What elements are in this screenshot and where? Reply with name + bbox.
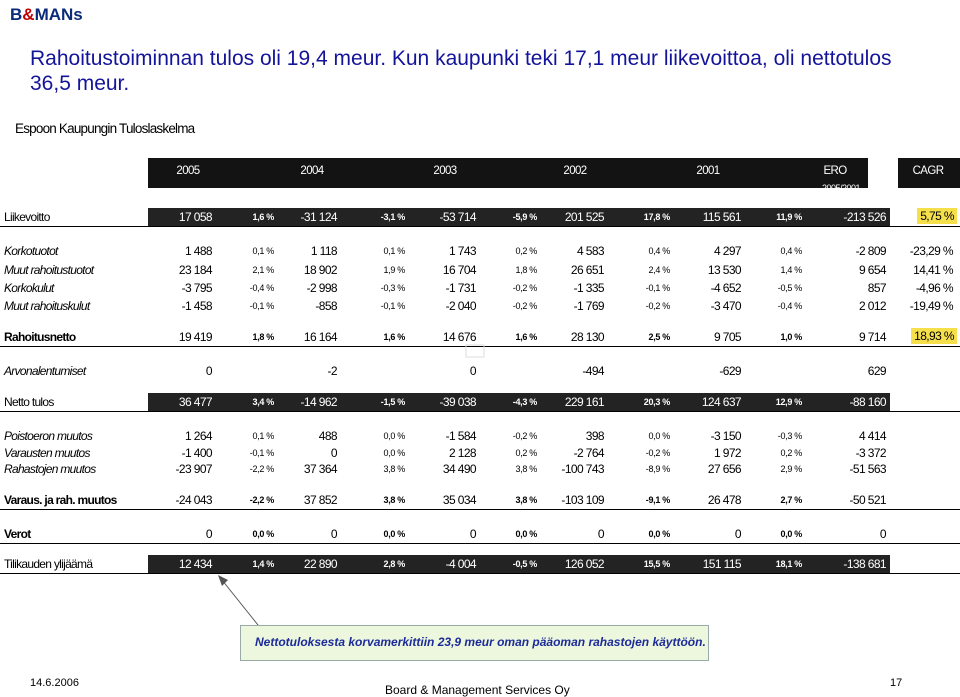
col-header-2004: 2004 bbox=[300, 165, 324, 177]
percent-cell: 0,4 % bbox=[780, 246, 802, 256]
value-cell: -23 907 bbox=[175, 462, 212, 476]
percent-cell: -1,5 % bbox=[380, 397, 405, 407]
row-label: Korkokulut bbox=[4, 281, 54, 295]
percent-cell: -0,2 % bbox=[512, 301, 537, 311]
col-header-ero-period: 2005/2001 bbox=[822, 183, 861, 193]
value-cell: -494 bbox=[582, 364, 604, 378]
value-cell: -213 526 bbox=[843, 210, 886, 224]
percent-cell: 0,1 % bbox=[252, 431, 274, 441]
cagr-cell: -23,29 % bbox=[909, 244, 953, 258]
value-cell: -629 bbox=[719, 364, 741, 378]
value-cell: 34 490 bbox=[442, 462, 476, 476]
cagr-cell: -4,96 % bbox=[915, 281, 953, 295]
value-cell: 28 130 bbox=[570, 330, 604, 344]
percent-cell: 3,8 % bbox=[515, 464, 537, 474]
value-cell: 488 bbox=[318, 429, 337, 443]
value-cell: -1 400 bbox=[181, 446, 212, 460]
footer-page-number: 17 bbox=[890, 677, 903, 689]
percent-cell: 0,1 % bbox=[252, 246, 274, 256]
percent-cell: 12,9 % bbox=[775, 397, 802, 407]
value-cell: 115 561 bbox=[702, 210, 741, 224]
percent-cell: 0,0 % bbox=[383, 431, 405, 441]
value-cell: 126 052 bbox=[564, 557, 604, 571]
value-cell: -3 795 bbox=[181, 281, 212, 295]
value-cell: -100 743 bbox=[561, 462, 604, 476]
percent-cell: -2,2 % bbox=[249, 495, 274, 505]
percent-cell: 0,0 % bbox=[515, 529, 537, 539]
value-cell: 27 656 bbox=[707, 462, 741, 476]
value-cell: 19 419 bbox=[178, 330, 212, 344]
value-cell: -3 150 bbox=[710, 429, 741, 443]
value-cell: 17 058 bbox=[178, 210, 212, 224]
col-header-cagr: CAGR bbox=[912, 165, 944, 177]
percent-cell: 0,0 % bbox=[780, 529, 802, 539]
value-cell: 9 654 bbox=[858, 263, 886, 277]
value-cell: 13 530 bbox=[707, 263, 741, 277]
value-cell: 124 637 bbox=[701, 395, 741, 409]
row-label: Rahoitusnetto bbox=[4, 330, 76, 344]
value-cell: -4 004 bbox=[445, 557, 476, 571]
percent-cell: 3,8 % bbox=[515, 495, 537, 505]
value-cell: -24 043 bbox=[175, 493, 212, 507]
value-cell: -31 124 bbox=[300, 210, 337, 224]
row-label: Rahastojen muutos bbox=[4, 462, 96, 476]
percent-cell: -0,1 % bbox=[249, 301, 274, 311]
value-cell: 4 583 bbox=[576, 244, 604, 258]
brand-rest: MANs bbox=[34, 5, 83, 24]
col-header-2003: 2003 bbox=[433, 165, 457, 177]
row-label: Muut rahoitustuotot bbox=[4, 263, 94, 277]
col-header-2005: 2005 bbox=[176, 165, 200, 177]
percent-cell: -3,1 % bbox=[380, 212, 405, 222]
col-header-2001: 2001 bbox=[696, 165, 720, 177]
row-label: Korkotuotot bbox=[4, 244, 58, 258]
footer-organization: Board & Management Services Oy bbox=[385, 683, 570, 697]
value-cell: -2 998 bbox=[306, 281, 337, 295]
value-cell: 857 bbox=[867, 281, 886, 295]
value-cell: 0 bbox=[205, 527, 212, 541]
percent-cell: -4,3 % bbox=[512, 397, 537, 407]
percent-cell: -0,1 % bbox=[249, 448, 274, 458]
percent-cell: 2,1 % bbox=[252, 265, 274, 275]
value-cell: -1 458 bbox=[181, 299, 212, 313]
percent-cell: -0,2 % bbox=[512, 283, 537, 293]
percent-cell: -0,4 % bbox=[777, 301, 802, 311]
cagr-cell: 5,75 % bbox=[917, 208, 957, 224]
percent-cell: 1,9 % bbox=[383, 265, 405, 275]
value-cell: 14 676 bbox=[442, 330, 476, 344]
percent-cell: -0,5 % bbox=[777, 283, 802, 293]
value-cell: -53 714 bbox=[439, 210, 476, 224]
value-cell: 0 bbox=[597, 527, 604, 541]
value-cell: 16 704 bbox=[442, 263, 476, 277]
row-label: Muut rahoituskulut bbox=[4, 299, 90, 313]
percent-cell: 2,5 % bbox=[648, 332, 670, 342]
value-cell: -2 764 bbox=[573, 446, 604, 460]
percent-cell: 1,4 % bbox=[252, 559, 274, 569]
percent-cell: 15,5 % bbox=[643, 559, 670, 569]
value-cell: 398 bbox=[585, 429, 604, 443]
cagr-cell: 18,93 % bbox=[911, 328, 957, 344]
row-label: Liikevoitto bbox=[4, 210, 50, 224]
percent-cell: 20,3 % bbox=[643, 397, 670, 407]
value-cell: 2 012 bbox=[858, 299, 886, 313]
percent-cell: 0,2 % bbox=[515, 448, 537, 458]
percent-cell: 2,4 % bbox=[648, 265, 670, 275]
value-cell: -1 584 bbox=[445, 429, 476, 443]
percent-cell: 1,6 % bbox=[252, 212, 274, 222]
percent-cell: -0,5 % bbox=[512, 559, 537, 569]
value-cell: -2 040 bbox=[445, 299, 476, 313]
value-cell: -88 160 bbox=[849, 395, 886, 409]
footer-note: Nettotuloksesta korvamerkittiin 23,9 meur oman pääoman rahastojen käyttöön. bbox=[255, 635, 706, 649]
percent-cell: 3,4 % bbox=[252, 397, 274, 407]
percent-cell: 0,0 % bbox=[383, 448, 405, 458]
value-cell: 23 184 bbox=[178, 263, 212, 277]
percent-cell: 3,8 % bbox=[383, 464, 405, 474]
percent-cell: 0,0 % bbox=[383, 529, 405, 539]
percent-cell: -2,2 % bbox=[249, 464, 274, 474]
value-cell: 26 478 bbox=[707, 493, 741, 507]
row-label: Arvonalentumiset bbox=[4, 364, 86, 378]
value-cell: -2 bbox=[327, 364, 337, 378]
value-cell: 12 434 bbox=[178, 557, 212, 571]
table-title: Espoon Kaupungin Tuloslaskelma bbox=[15, 121, 195, 136]
value-cell: 0 bbox=[330, 527, 337, 541]
value-cell: 1 488 bbox=[184, 244, 212, 258]
value-cell: -3 470 bbox=[710, 299, 741, 313]
value-cell: 1 264 bbox=[184, 429, 212, 443]
value-cell: -138 681 bbox=[843, 557, 886, 571]
percent-cell: -8,9 % bbox=[645, 464, 670, 474]
percent-cell: 1,6 % bbox=[383, 332, 405, 342]
value-cell: 1 743 bbox=[448, 244, 476, 258]
value-cell: -1 731 bbox=[445, 281, 476, 295]
value-cell: 1 972 bbox=[713, 446, 741, 460]
percent-cell: 1,8 % bbox=[515, 265, 537, 275]
footer-date: 14.6.2006 bbox=[30, 677, 79, 689]
value-cell: 0 bbox=[879, 527, 886, 541]
value-cell: -2 809 bbox=[855, 244, 886, 258]
value-cell: -50 521 bbox=[849, 493, 886, 507]
percent-cell: 11,9 % bbox=[776, 212, 802, 222]
percent-cell: 3,8 % bbox=[383, 495, 405, 505]
percent-cell: -9,1 % bbox=[645, 495, 670, 505]
cagr-cell: 14,41 % bbox=[913, 263, 953, 277]
percent-cell: 0,1 % bbox=[383, 246, 405, 256]
value-cell: -39 038 bbox=[439, 395, 476, 409]
slide-headline: Rahoitustoiminnan tulos oli 19,4 meur. Kun kaupunki teki 17,1 meur liikevoittoa, oli nettotulos 36,5 meur. bbox=[30, 47, 892, 95]
percent-cell: 0,4 % bbox=[648, 246, 670, 256]
value-cell: 201 525 bbox=[564, 210, 604, 224]
cagr-cell: -19,49 % bbox=[909, 299, 953, 313]
value-cell: 16 164 bbox=[303, 330, 337, 344]
percent-cell: -0,2 % bbox=[645, 301, 670, 311]
value-cell: 0 bbox=[330, 446, 337, 460]
value-cell: 37 364 bbox=[303, 462, 337, 476]
value-cell: -103 109 bbox=[561, 493, 604, 507]
value-cell: 1 118 bbox=[310, 244, 337, 258]
percent-cell: 17,8 % bbox=[643, 212, 670, 222]
brand-amp: & bbox=[22, 5, 35, 24]
percent-cell: 2,8 % bbox=[383, 559, 405, 569]
value-cell: -1 335 bbox=[573, 281, 604, 295]
percent-cell: -0,1 % bbox=[380, 301, 405, 311]
value-cell: -1 769 bbox=[573, 299, 604, 313]
row-label: Poistoeron muutos bbox=[4, 429, 93, 443]
value-cell: -51 563 bbox=[849, 462, 886, 476]
value-cell: 9 714 bbox=[858, 330, 886, 344]
value-cell: 4 414 bbox=[858, 429, 886, 443]
row-label: Varaus. ja rah. muutos bbox=[4, 493, 117, 507]
value-cell: 2 128 bbox=[448, 446, 476, 460]
value-cell: 4 297 bbox=[713, 244, 741, 258]
value-cell: -858 bbox=[315, 299, 337, 313]
value-cell: 9 705 bbox=[713, 330, 741, 344]
value-cell: 22 890 bbox=[303, 557, 337, 571]
percent-cell: 1,0 % bbox=[780, 332, 802, 342]
value-cell: -4 652 bbox=[710, 281, 741, 295]
percent-cell: 2,9 % bbox=[780, 464, 802, 474]
percent-cell: -0,1 % bbox=[645, 283, 670, 293]
value-cell: 0 bbox=[205, 364, 212, 378]
value-cell: -3 372 bbox=[855, 446, 886, 460]
value-cell: 629 bbox=[867, 364, 886, 378]
value-cell: 0 bbox=[734, 527, 741, 541]
row-label: Verot bbox=[4, 527, 31, 541]
col-header-2002: 2002 bbox=[563, 165, 587, 177]
value-cell: 0 bbox=[469, 527, 476, 541]
percent-cell: -0,3 % bbox=[777, 431, 802, 441]
row-label: Netto tulos bbox=[4, 395, 54, 409]
value-cell: 36 477 bbox=[178, 395, 212, 409]
row-label: Tilikauden ylijäämä bbox=[4, 557, 93, 571]
value-cell: 229 161 bbox=[564, 395, 604, 409]
value-cell: 26 651 bbox=[570, 263, 604, 277]
value-cell: 35 034 bbox=[442, 493, 476, 507]
percent-cell: 1,6 % bbox=[515, 332, 537, 342]
percent-cell: 0,0 % bbox=[252, 529, 274, 539]
percent-cell: 0,0 % bbox=[648, 431, 670, 441]
percent-cell: -0,2 % bbox=[645, 448, 670, 458]
value-cell: 18 902 bbox=[303, 263, 337, 277]
percent-cell: -5,9 % bbox=[512, 212, 537, 222]
percent-cell: 0,2 % bbox=[515, 246, 537, 256]
col-header-ero: ERO bbox=[823, 165, 847, 177]
value-cell: -14 962 bbox=[300, 395, 337, 409]
percent-cell: -0,3 % bbox=[380, 283, 405, 293]
value-cell: 151 115 bbox=[702, 557, 741, 571]
percent-cell: 0,0 % bbox=[648, 529, 670, 539]
percent-cell: 0,2 % bbox=[780, 448, 802, 458]
percent-cell: -0,4 % bbox=[249, 283, 274, 293]
value-cell: 37 852 bbox=[303, 493, 337, 507]
percent-cell: 1,4 % bbox=[780, 265, 802, 275]
value-cell: 0 bbox=[469, 364, 476, 378]
percent-cell: -0,2 % bbox=[512, 431, 537, 441]
brand-b: B bbox=[10, 5, 23, 24]
percent-cell: 18,1 % bbox=[775, 559, 802, 569]
row-label: Varausten muutos bbox=[4, 446, 90, 460]
percent-cell: 1,8 % bbox=[252, 332, 274, 342]
percent-cell: 2,7 % bbox=[780, 495, 802, 505]
